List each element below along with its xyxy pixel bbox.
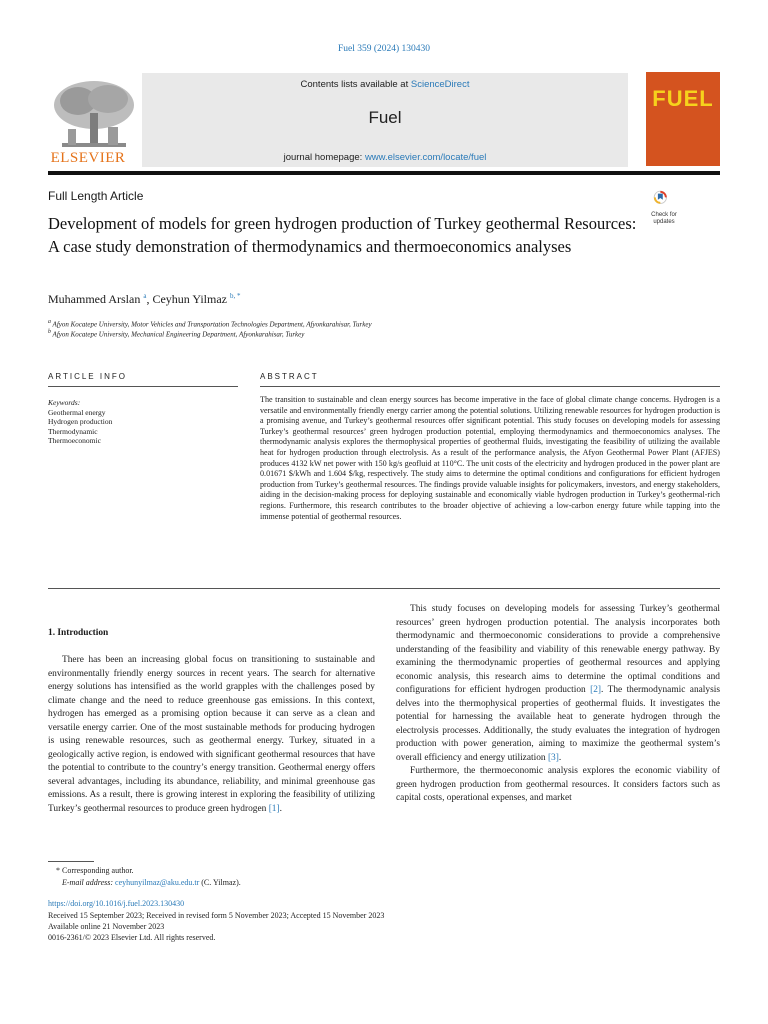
abstract-rule	[260, 386, 720, 387]
body-paragraph: Furthermore, the thermoeconomic analysis explores the economic viability of green hydrogen production from geothermal resources. It considers factors such as capital costs, operational expenses, and market	[396, 766, 720, 803]
check-for-updates-label[interactable]: Check for updates	[651, 212, 677, 225]
keywords-label: Keywords:	[48, 398, 81, 407]
corresponding-author-note: * Corresponding author.	[56, 866, 134, 875]
info-rule	[48, 386, 238, 387]
body-paragraph: This study focuses on developing models for assessing Turkey’s geothermal resources’ green hydrogen production potential. The analysis incorporates both thermodynamic and thermoeconomic considerations to provide a comprehensive understanding of the feasibility and viability of this renewable energy pathway. By examining the thermodynamic properties of geothermal resources and applying economic analysis, this research aims to determine the optimal conditions and configurations for efficient hydrogen production [2]. The thermodynamic analysis delves into the thermophysical properties of geothermal fluids. It investigates the potential for harnessing the available heat to generate hydrogen through the electrolysis processes. Additionally, the study evaluates the integration of hydrogen production with power generation, aiming to maximize the geothermal system’s overall efficiency and energy utilization [3].	[396, 604, 720, 763]
homepage-link[interactable]: www.elsevier.com/locate/fuel	[364, 152, 487, 163]
body-paragraph: There has been an increasing global focus on transitioning to sustainable and environmentally friendly energy sources in recent years. The search for alternative energy solutions has intensified as the world grapples with the challenges posed by climate change and the need to reduce greenhouse gas emissions. In this context, hydrogen has emerged as a promising option because it can serve as a clean and versatile energy carrier. One of the most sustainable methods for producing hydrogen is using renewable resources, such as geothermal energy. Turkey, situated in a geologically active region, is endowed with significant geothermal resources that have the potential to contribute to the country’s energy transition. Geothermal energy offers several advantages, including its abundance, reliability, and minimal greenhouse gas emissions. As a result, there is growing interest in exploring the feasibility of utilizing Turkey’s geothermal resources to produce green hydrogen [1].	[48, 655, 375, 814]
author-affil-marker[interactable]: a	[143, 292, 147, 300]
reference-link[interactable]: [3]	[547, 752, 559, 763]
article-info-label: ARTICLE INFO	[48, 372, 127, 381]
abstract-text: The transition to sustainable and clean energy sources has become imperative in the face of global climate change concerns. Hydrogen is a versatile and environmentally friendly energy carrier among the potential solutions. Utilizing renewable resources for hydrogen production is a promising avenue, and Turkey’s geothermal resources offer significant potential. This study focuses on developing models for assessing Turkey’s geothermal resources’ green hydrogen production potential, employing thermodynamics and thermoeconomics analyses. The thermodynamic analysis explores the thermophysical properties of geothermal fluids, investigating the feasibility of utilizing the available heat for hydrogen production through electrolysis. As a result of the performance analysis, the Afyon Geothermal Power Plant (AFJES) produces 4132 kW net power with 150 kg/s geofluid at 110°C. The unit costs of the electricity and hydrogen produced in the power plant are 0.01671 $/kWh and 1.604 $/kg, respectively. The study aims to determine the optimal conditions and configurations for efficient hydrogen production from Turkey’s geothermal resources. The findings provide valuable insights for policymakers, investors, and energy stakeholders, aiding in the decision-making process for deploying sustainable and economically viable hydrogen production in Turkey’s geothermal-rich regions. Furthermore, this research contributes to the broader objective of achieving a low-carbon energy future while tapping into the immense potential of geothermal resources.	[260, 395, 720, 521]
keywords-block	[48, 398, 228, 446]
author-list: Muhammed Arslan $^a$, Ceyhun Yilmaz $^{b, *}$	[48, 292, 241, 306]
article-title: Development of models for green hydrogen production of Turkey geothermal Resources: A case study demonstration of thermodynamics and thermoeconomics analyses	[48, 214, 637, 256]
journal-homepage: journal homepage: www.elsevier.com/locate/fuel	[283, 152, 487, 163]
article-type: Full Length Article	[48, 189, 144, 203]
keyword: Thermoeconomic	[48, 436, 101, 445]
keyword: Hydrogen production	[48, 417, 113, 426]
abstract-label: ABSTRACT	[260, 372, 319, 381]
received-dates: Received 15 September 2023; Received in revised form 5 November 2023; Accepted 15 November 2023	[48, 911, 385, 920]
footnote-rule	[48, 861, 94, 862]
journal-name: Fuel	[368, 108, 402, 127]
doi-line	[48, 899, 184, 910]
abstract-end-rule	[48, 588, 720, 589]
left-column	[48, 654, 375, 816]
author-name: Muhammed Arslan	[48, 292, 141, 306]
citation-header[interactable]: Fuel 359 (2024) 130430	[337, 44, 431, 54]
contents-line: Contents lists available at ScienceDirect	[300, 79, 470, 90]
reference-link[interactable]: [2]	[590, 685, 602, 695]
right-column	[396, 603, 720, 806]
check-for-updates-icon[interactable]	[652, 190, 676, 212]
online-date: Available online 21 November 2023	[48, 922, 165, 931]
author-name: Ceyhun Yilmaz	[152, 292, 227, 306]
keyword: Geothermal energy	[48, 407, 106, 417]
section-heading: 1. Introduction	[48, 628, 109, 638]
header-rule	[48, 171, 720, 175]
copyright-line: 0016-2361/© 2023 Elsevier Ltd. All rights reserved.	[48, 933, 216, 942]
affiliation: $^a$ Afyon Kocatepe University, Motor Vehicles and Transportation Technologies Department, Afyonkarahisar, Turkey	[48, 319, 372, 329]
author-affil-marker[interactable]: b, *	[229, 292, 241, 300]
affiliation: $^b$ Afyon Kocatepe University, Mechanical Engineering Department, Afyonkarahisar, Turkey	[48, 329, 305, 339]
email-line: E-mail address: ceyhunyilmaz@aku.edu.tr (C. Yilmaz).	[62, 878, 241, 887]
elsevier-wordmark: ELSEVIER	[50, 150, 126, 166]
reference-link[interactable]: [1]	[268, 803, 280, 814]
doi-link[interactable]: https://doi.org/10.1016/j.fuel.2023.130430	[48, 899, 185, 908]
cover-title: FUEL	[652, 86, 714, 111]
sciencedirect-link[interactable]: ScienceDirect	[410, 79, 470, 90]
keyword: Thermodynamic	[48, 426, 98, 436]
email-link[interactable]: ceyhunyilmaz@aku.edu.tr	[115, 878, 200, 887]
